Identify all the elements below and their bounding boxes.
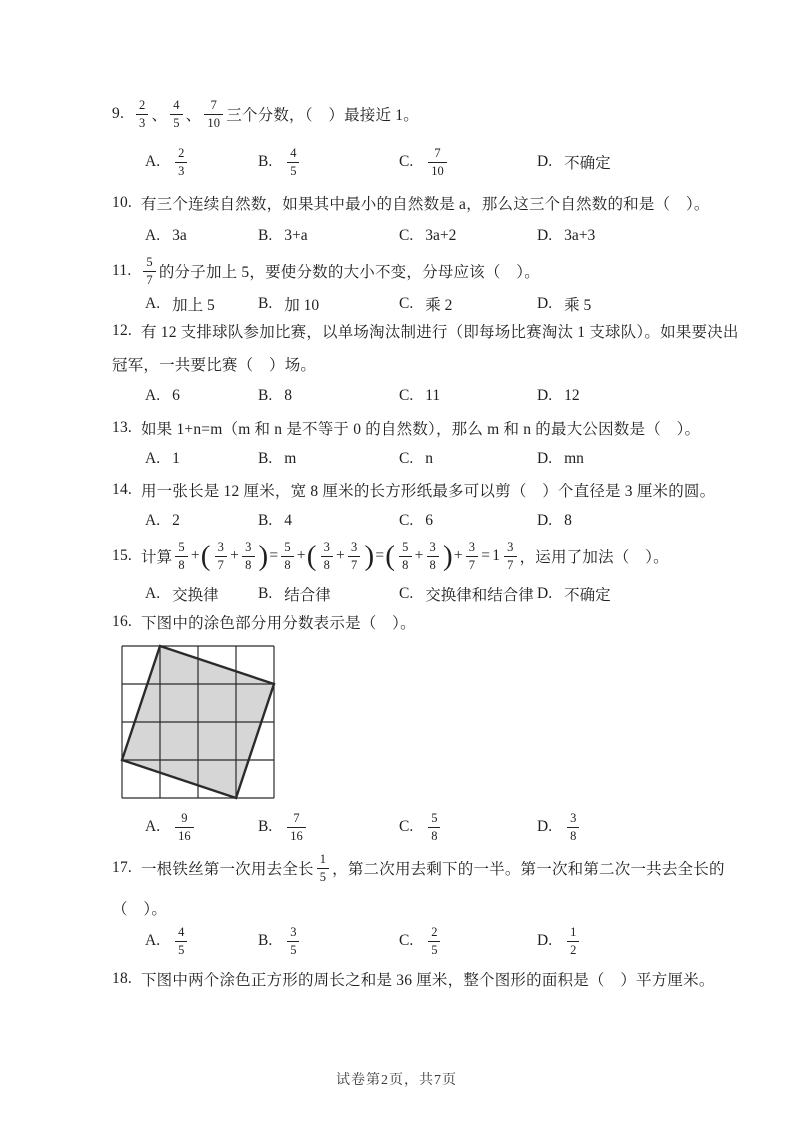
fraction [215, 541, 227, 571]
option-label: A. [145, 932, 161, 949]
fraction-numerator: 7 [434, 146, 441, 160]
fraction [399, 541, 411, 571]
text-segment: 有 12 支排球队参加比赛，以单场淘汰制进行（即每场比赛淘汰 1 支球队）。如果要决出 [140, 324, 739, 341]
fraction-denominator: 2 [567, 941, 579, 957]
fraction-numerator: 3 [245, 540, 252, 554]
option-12-B [258, 387, 292, 405]
fraction [321, 541, 333, 571]
fraction-denominator: 5 [287, 941, 299, 957]
option-label: C. [399, 585, 414, 602]
text-segment: 加上 5 [172, 297, 215, 314]
fraction-numerator: 5 [178, 540, 185, 554]
text-segment: 的分子加上 5，要使分数的大小不变，分母应该（ ）。 [158, 264, 540, 281]
option-label: C. [399, 450, 414, 467]
text-segment: （ ）。 [112, 901, 168, 918]
fraction-numerator: 5 [431, 811, 438, 825]
page-footer: 试卷第2页，共7页 [336, 1073, 457, 1088]
fraction-numerator: 3 [290, 925, 297, 939]
text-segment: 计算 [140, 549, 173, 566]
fraction-numerator: 3 [507, 540, 514, 554]
option-label: A. [145, 512, 161, 529]
option-15-A [145, 583, 219, 605]
fraction [428, 147, 447, 177]
option-12-D [537, 387, 580, 405]
fraction [204, 99, 223, 129]
option-label: C. [399, 227, 414, 244]
option-label: D. [537, 932, 553, 949]
question-14-stem-line-1 [112, 479, 715, 501]
text-segment: 3a [172, 227, 187, 244]
text-segment: 3a+2 [425, 227, 457, 244]
big-parenthesis: ) [364, 539, 375, 572]
fraction-denominator: 10 [428, 162, 447, 178]
fraction-denominator: 3 [175, 162, 187, 178]
option-label: A. [145, 818, 161, 835]
fraction [175, 541, 187, 571]
fraction [348, 541, 360, 571]
question-number: 17. [112, 859, 132, 876]
fraction [567, 812, 579, 842]
text-segment: n [425, 450, 433, 467]
fraction-denominator: 16 [175, 827, 194, 843]
fraction-numerator: 3 [468, 540, 476, 554]
text-segment: 8 [284, 387, 292, 404]
option-label: A. [145, 295, 161, 312]
option-label: D. [537, 295, 553, 312]
fraction-denominator: 5 [170, 114, 182, 130]
text-segment: 冠军，一共要比赛（ ）场。 [112, 357, 317, 374]
question-17-stem-line-2 [112, 897, 167, 919]
option-13-A [145, 450, 180, 468]
option-label: B. [258, 932, 273, 949]
text-segment: 如果 1+n=m（m 和 n 是不等于 0 的自然数），那么 m 和 n 的最大公因数是（ ）。 [140, 421, 701, 438]
fraction-denominator: 7 [504, 556, 516, 572]
text-segment: 用一张长是 12 厘米，宽 8 厘米的长方形纸最多可以剪（ ）个直径是 3 厘米的圆。 [140, 483, 716, 500]
big-parenthesis: ) [258, 539, 269, 572]
option-label: D. [537, 387, 553, 404]
option-9-C [399, 147, 450, 177]
question-number: 16. [112, 613, 132, 630]
option-label: B. [258, 153, 273, 170]
mixed-whole: 1 [492, 547, 501, 564]
mixed-number [492, 541, 519, 571]
fraction [287, 926, 299, 956]
question-number: 11. [112, 262, 132, 279]
fraction-denominator: 8 [567, 827, 579, 843]
question-13-stem-line-1 [112, 417, 700, 439]
option-label: D. [537, 227, 553, 244]
option-15-B [258, 583, 331, 605]
big-parenthesis: ( [385, 539, 396, 572]
question-number: 9. [112, 105, 125, 122]
fraction-denominator: 7 [466, 556, 478, 572]
big-parenthesis: ( [200, 539, 211, 572]
option-13-D [537, 450, 584, 468]
fraction [175, 812, 194, 842]
fraction [143, 256, 155, 286]
fraction-denominator: 8 [242, 556, 254, 572]
question-number: 12. [112, 322, 132, 339]
option-label: B. [258, 227, 273, 244]
text-segment: 、 [151, 107, 168, 124]
question-number: 10. [112, 194, 132, 211]
text-segment: m [284, 450, 297, 467]
text-segment: 乘 5 [564, 297, 592, 314]
fraction [567, 926, 579, 956]
option-14-B [258, 512, 292, 530]
text-segment: ，第二次用去剩下的一半。第一次和第二次一共去全长的 [332, 861, 725, 878]
option-label: D. [537, 450, 553, 467]
option-label: C. [399, 512, 414, 529]
fraction-numerator: 2 [178, 146, 185, 160]
text-segment: 不确定 [564, 587, 611, 604]
text-segment: + [190, 547, 200, 564]
option-10-B [258, 227, 308, 245]
fraction-numerator: 2 [139, 98, 146, 112]
text-segment: 加 10 [284, 297, 320, 314]
fraction-numerator: 3 [351, 540, 358, 554]
option-label: A. [145, 227, 161, 244]
option-16-D [537, 812, 582, 842]
text-segment: + [296, 547, 306, 564]
fraction [136, 99, 148, 129]
text-segment: + [336, 547, 345, 564]
option-10-C [399, 227, 456, 245]
option-16-A [145, 812, 197, 842]
fraction [287, 147, 299, 177]
fraction-numerator: 3 [570, 811, 577, 825]
option-14-C [399, 512, 433, 530]
option-10-A [145, 227, 187, 245]
fraction [428, 926, 440, 956]
option-label: D. [537, 818, 553, 835]
option-label: B. [258, 387, 273, 404]
text-segment: 12 [564, 387, 580, 404]
question-10-stem-line-1 [112, 192, 710, 214]
option-14-A [145, 512, 180, 530]
fraction [175, 147, 187, 177]
option-label: C. [399, 818, 414, 835]
fraction-denominator: 8 [428, 827, 440, 843]
fraction [242, 541, 254, 571]
option-9-D [537, 151, 611, 173]
fraction-denominator: 8 [175, 556, 187, 572]
option-label: C. [399, 387, 414, 404]
option-17-D [537, 926, 582, 956]
text-segment: 结合律 [284, 587, 331, 604]
fraction-denominator: 8 [427, 556, 439, 572]
text-segment: 6 [172, 387, 180, 404]
text-segment: 11 [425, 387, 441, 404]
fraction-denominator: 8 [399, 556, 411, 572]
fraction-numerator: 4 [290, 146, 297, 160]
text-segment: 有三个连续自然数，如果其中最小的自然数是 a，那么这三个自然数的和是（ ）。 [140, 196, 710, 213]
option-16-C [399, 812, 443, 842]
text-segment: 乘 2 [425, 297, 453, 314]
fraction-numerator: 1 [570, 925, 577, 939]
text-segment: 三个分数，（ ）最接近 1。 [226, 107, 419, 124]
option-14-D [537, 512, 572, 530]
text-segment: 下图中两个涂色正方形的周长之和是 36 厘米，整个图形的面积是（ ）平方厘米。 [140, 972, 715, 989]
fraction-numerator: 4 [173, 98, 180, 112]
text-segment: + [414, 547, 424, 564]
fraction-denominator: 7 [215, 556, 227, 572]
fraction [504, 541, 516, 571]
option-label: A. [145, 387, 161, 404]
fraction-numerator: 5 [284, 540, 291, 554]
option-15-D [537, 583, 611, 605]
fraction-numerator: 2 [431, 925, 438, 939]
option-label: B. [258, 295, 273, 312]
option-label: B. [258, 818, 273, 835]
fraction-numerator: 9 [181, 811, 188, 825]
question-number: 13. [112, 419, 132, 436]
text-segment: 、 [185, 107, 202, 124]
option-11-C [399, 293, 452, 315]
fraction-denominator: 5 [317, 868, 329, 884]
question-18-stem-line-1 [112, 968, 715, 990]
text-segment: 2 [172, 512, 180, 529]
option-label: D. [537, 153, 553, 170]
option-label: C. [399, 153, 414, 170]
text-segment: 8 [564, 512, 572, 529]
fraction-numerator: 7 [210, 98, 218, 112]
fraction [466, 541, 478, 571]
text-segment: + [453, 547, 463, 564]
text-segment: 6 [425, 512, 433, 529]
text-segment: = [375, 547, 385, 564]
fraction [170, 99, 182, 129]
text-segment: 3+a [284, 227, 308, 244]
fraction [427, 541, 439, 571]
option-17-A [145, 926, 190, 956]
grid-figure-svg [120, 644, 276, 800]
fraction-denominator: 5 [428, 941, 440, 957]
option-label: B. [258, 512, 273, 529]
text-segment: 一根铁丝第一次用去全长 [140, 861, 314, 878]
option-13-B [258, 450, 296, 468]
option-9-A [145, 147, 190, 177]
fraction-denominator: 8 [321, 556, 333, 572]
text-segment: 交换律 [172, 587, 219, 604]
text-segment: ，运用了加法（ ）。 [519, 549, 669, 566]
fraction-numerator: 5 [402, 540, 409, 554]
option-label: D. [537, 585, 553, 602]
option-label: C. [399, 295, 414, 312]
question-15-stem-line-1 [112, 541, 669, 571]
option-11-B [258, 293, 319, 315]
option-9-B [258, 147, 302, 177]
question-number: 15. [112, 547, 132, 564]
fraction [281, 541, 293, 571]
option-label: A. [145, 585, 161, 602]
big-parenthesis: ( [306, 539, 317, 572]
option-label: A. [145, 450, 161, 467]
text-segment: 不确定 [564, 155, 611, 172]
question-number: 14. [112, 481, 132, 498]
question-number: 18. [112, 970, 132, 987]
text-segment: 4 [284, 512, 292, 529]
fraction-numerator: 7 [293, 811, 300, 825]
fraction-denominator: 5 [287, 162, 299, 178]
question-12-stem-line-2 [112, 353, 316, 375]
option-11-D [537, 293, 591, 315]
option-10-D [537, 227, 595, 245]
text-segment: 交换律和结合律 [425, 587, 534, 604]
option-11-A [145, 293, 215, 315]
option-label: D. [537, 512, 553, 529]
text-segment: mn [564, 450, 584, 467]
fraction-numerator: 5 [146, 255, 153, 269]
fraction [175, 926, 187, 956]
question-16-figure [120, 644, 276, 805]
fraction-denominator: 8 [281, 556, 293, 572]
option-17-C [399, 926, 443, 956]
question-12-stem-line-1 [112, 320, 739, 342]
fraction-numerator: 3 [429, 540, 436, 554]
fraction-numerator: 3 [217, 540, 225, 554]
question-11-stem-line-1 [112, 256, 540, 286]
question-17-stem-line-1 [112, 853, 725, 883]
question-9-stem-line-1 [112, 99, 419, 129]
text-segment: 3a+3 [564, 227, 596, 244]
option-12-C [399, 387, 440, 405]
option-label: B. [258, 585, 273, 602]
question-16-stem-line-1 [112, 611, 416, 633]
fraction-denominator: 7 [348, 556, 360, 572]
text-segment: = [481, 547, 491, 564]
fraction-denominator: 16 [287, 827, 306, 843]
fraction-denominator: 3 [136, 114, 148, 130]
fraction-denominator: 7 [143, 271, 155, 287]
text-segment: 1 [172, 450, 180, 467]
fraction [428, 812, 440, 842]
option-12-A [145, 387, 180, 405]
option-label: B. [258, 450, 273, 467]
fraction-denominator: 5 [175, 941, 187, 957]
fraction-numerator: 1 [319, 852, 327, 866]
option-13-C [399, 450, 433, 468]
fraction [317, 853, 329, 883]
fraction-numerator: 3 [323, 540, 331, 554]
fraction [287, 812, 306, 842]
option-label: C. [399, 932, 414, 949]
option-16-B [258, 812, 309, 842]
option-label: A. [145, 153, 161, 170]
fraction-numerator: 4 [178, 925, 185, 939]
text-segment: 下图中的涂色部分用分数表示是（ ）。 [140, 615, 416, 632]
text-segment: = [269, 547, 279, 564]
big-parenthesis: ) [442, 539, 453, 572]
option-15-C [399, 583, 534, 605]
fraction-denominator: 10 [204, 114, 223, 130]
text-segment: + [230, 547, 240, 564]
option-17-B [258, 926, 302, 956]
